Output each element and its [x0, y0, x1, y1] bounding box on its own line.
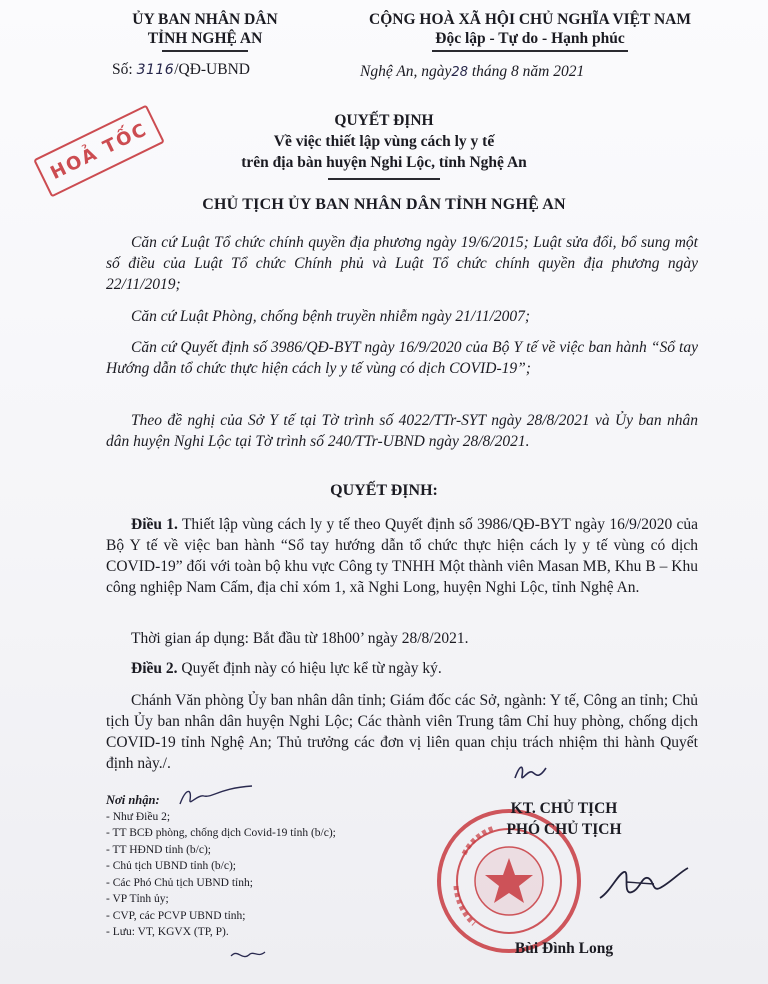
article-1-text: Thiết lập vùng cách ly y tế theo Quyết định số 3986/QĐ-BYT ngày 16/9/2020 của Bộ Y tế về việc ban hành “Sổ tay hướng dẫn tổ chức thực hiện cách ly y tế vùng có dịch COVID-19” đối với toàn bộ khu vực Công ty TNHH Một thành viên Masan MB, Khu B – Khu công nghiệp Nam Cấm, địa chỉ xóm 1, xã Nghi Long, huyện Nghi Lộc, tỉnh Nghệ An.: [106, 516, 698, 596]
handwritten-signature-icon: [596, 862, 692, 906]
national-motto: Độc lập - Tự do - Hạnh phúc: [435, 30, 625, 47]
recipient-item: - Như Điều 2;: [106, 810, 171, 823]
basis-paragraph-2: Căn cứ Luật Phòng, chống bệnh truyền nhiễm ngày 21/11/2007;: [131, 308, 531, 325]
number-label: Số:: [112, 61, 133, 78]
recipients-initial-icon: [176, 782, 256, 812]
basis-paragraph-3: Căn cứ Quyết định số 3986/QĐ-BYT ngày 16/9/2020 của Bộ Y tế về việc ban hành “Sổ tay Hướng dẫn tổ chức thực hiện cách ly y tế vùng có dịch COVID-19”;: [106, 339, 698, 377]
title-line3: trên địa bàn huyện Nghi Lộc, tỉnh Nghệ An: [241, 154, 527, 171]
article-2: [106, 658, 698, 679]
decision-heading: QUYẾT ĐỊNH:: [330, 482, 438, 499]
number-suffix: /QĐ-UBND: [174, 61, 250, 78]
place-prefix: Nghệ An, ngày: [360, 63, 452, 80]
chairman-heading: CHỦ TỊCH ỦY BAN NHÂN DÂN TỈNH NGHỆ AN: [202, 196, 566, 213]
recipient-item: - Các Phó Chủ tịch UBND tỉnh;: [106, 876, 253, 889]
recipient-item: - CVP, các PCVP UBND tỉnh;: [106, 909, 246, 922]
signer-name: Bùi Đình Long: [514, 940, 614, 957]
recipient-item: - Lưu: VT, KGVX (TP, P).: [106, 926, 229, 938]
issuer-underline: [162, 50, 248, 52]
signature-line1: KT. CHỦ TỊCH: [510, 800, 618, 817]
article-1-label: Điều 1.: [131, 516, 178, 533]
national-motto-block: [320, 10, 740, 48]
responsibility-paragraph: Chánh Văn phòng Ủy ban nhân dân tỉnh; Giám đốc các Sở, ngành: Y tế, Công an tỉnh; Chủ tịch Ủy ban nhân dân huyện Nghi Lộc; Các thành viên Trung tâm Chỉ huy phòng, chống dịch COVID-19 tỉnh Nghệ An; Thủ trưởng các đơn vị liên quan chịu trách nhiệm thi hành Quyết định này./.: [106, 692, 698, 772]
place-suffix: tháng 8 năm 2021: [471, 63, 585, 80]
title-underline: [328, 178, 440, 180]
motto-underline: [432, 50, 628, 52]
article-1: [106, 514, 698, 598]
article-2-label: Điều 2.: [131, 660, 178, 677]
recipient-item: - TT BCĐ phòng, chống dịch Covid-19 tỉnh (b/c);: [106, 827, 336, 839]
article-1-time: Thời gian áp dụng: Bắt đầu từ 18h00’ ngày 28/8/2021.: [131, 630, 469, 647]
article-2-text: Quyết định này có hiệu lực kể từ ngày ký.: [181, 660, 442, 677]
recipient-item: - TT HĐND tỉnh (b/c);: [106, 843, 211, 856]
recipient-item: - VP Tỉnh ủy;: [106, 893, 169, 905]
national-title: CỘNG HOÀ XÃ HỘI CHỦ NGHĨA VIỆT NAM: [369, 11, 691, 28]
urgent-stamp-text: HOẢ TỐC: [47, 118, 151, 184]
place-date: [360, 63, 584, 81]
issuer-line1: ỦY BAN NHÂN DÂN: [132, 11, 278, 28]
title-line2: Về việc thiết lập vùng cách ly y tế: [273, 133, 495, 150]
title-line1: QUYẾT ĐỊNH: [334, 112, 434, 129]
decision-title: [0, 110, 768, 173]
basis-paragraph-1: Căn cứ Luật Tổ chức chính quyền địa phương ngày 19/6/2015; Luật sửa đổi, bổ sung một số điều của Luật Tổ chức Chính phủ và Luật Tổ chức chính quyền địa phương ngày 22/11/2019;: [106, 234, 698, 293]
number-handwritten: 3116: [136, 62, 175, 78]
signature-title: [464, 798, 664, 840]
issuer-line2: TỈNH NGHỆ AN: [147, 30, 263, 47]
recipients-heading: Nơi nhận:: [106, 793, 160, 807]
bottom-scribble-icon: [228, 946, 268, 964]
day-handwritten: 28: [451, 65, 468, 80]
document-number: [112, 61, 250, 79]
signature-line2: PHÓ CHỦ TỊCH: [506, 821, 622, 838]
issuer-block: [95, 10, 315, 48]
recipient-item: - Chủ tịch UBND tỉnh (b/c);: [106, 860, 236, 872]
recipients-block: [106, 792, 396, 941]
initial-scribble-icon: [512, 760, 552, 784]
basis-paragraph-4: Theo đề nghị của Sở Y tế tại Tờ trình số 4022/TTr-SYT ngày 28/8/2021 và Ủy ban nhân dân huyện Nghi Lộc tại Tờ trình số 240/TTr-UBND ngày 28/8/2021.: [106, 412, 698, 450]
